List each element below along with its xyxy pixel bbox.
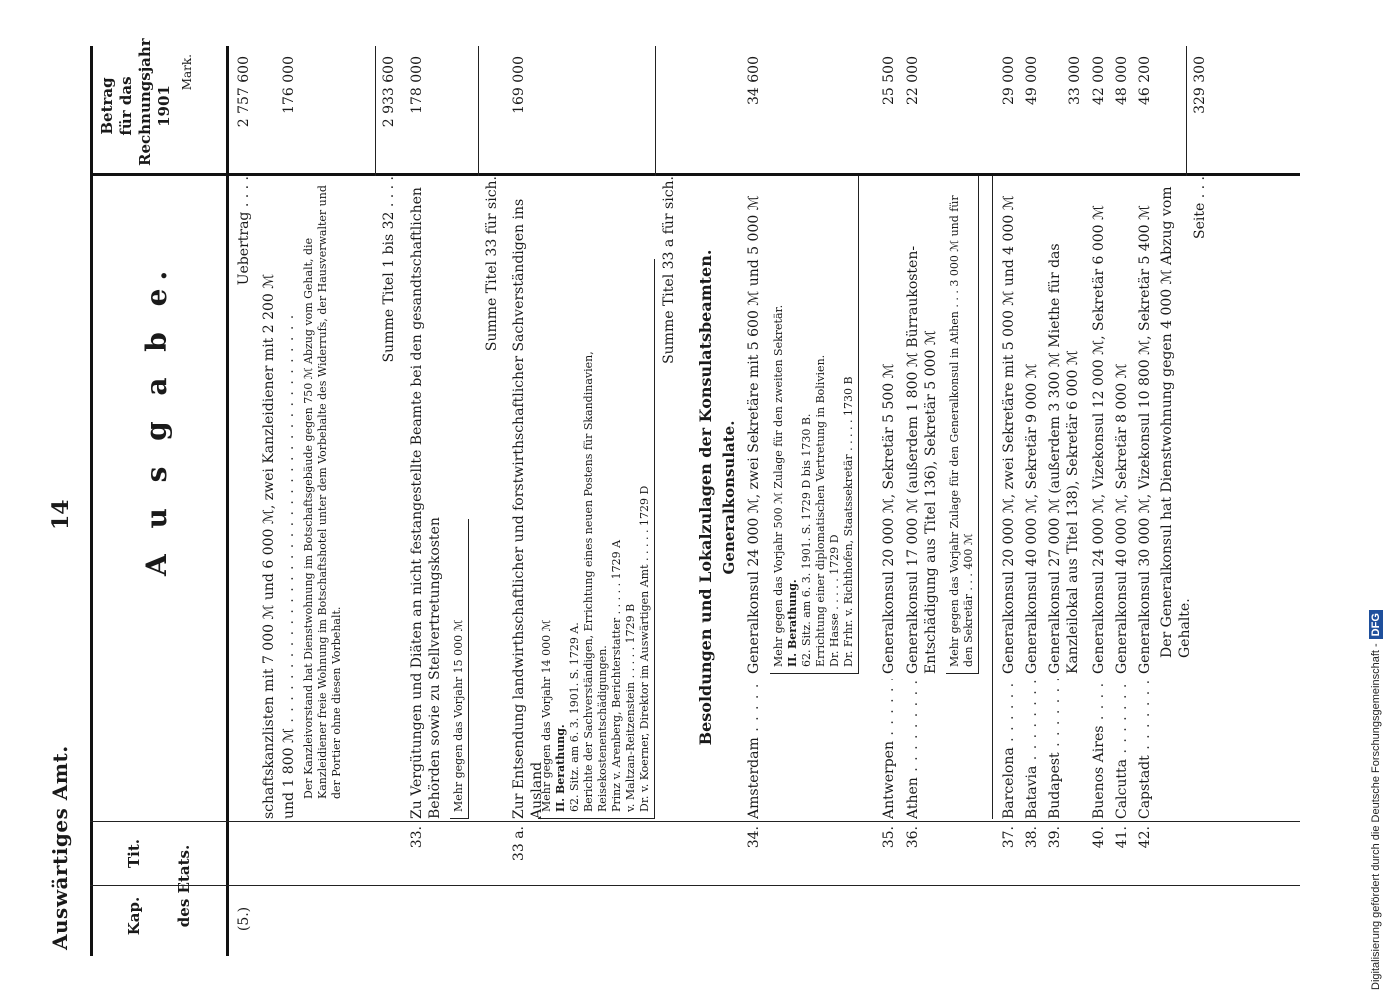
row-amount: 48 000	[1114, 56, 1130, 105]
row-description: Generalkonsul 20 000 ℳ, zwei Sekretäre mit 5 000 ℳ und 4 000 ℳ	[1001, 195, 1017, 674]
row-description: Generalkonsul 40 000 ℳ, Sekretär 9 000 ℳ	[1024, 363, 1040, 674]
section-title: Besoldungen und Lokalzulagen der Konsulatsbeamten.	[696, 249, 715, 746]
note-block	[538, 259, 655, 819]
sum-label: Seite . . .	[1192, 176, 1208, 239]
note-line: Dr. Hasse . . . . . 1729 D	[828, 534, 841, 667]
tit-cell: 41.	[1114, 826, 1130, 849]
note-line: Dr. v. Koerner, Direktor im Auswärtigen Amt . . . . . 1729 D	[638, 485, 651, 812]
tit-cell: 38.	[1024, 826, 1040, 849]
table-top-rule	[90, 46, 93, 956]
row-note: Der Generalkonsul hat Dienstwohnung gegen 4 000 ℳ Abzug vom Gehalte.	[1159, 186, 1193, 658]
dfg-logo: DFG	[1369, 610, 1383, 639]
note-line: 62. Sitz. am 6. 3. 1901. S. 1729 D bis 1730 B.	[800, 413, 813, 667]
row-note: Mehr gegen das Vorjahr 500 ℳ Zulage für den zweiten Sekretär.	[772, 304, 785, 667]
note-line: Berichte der Sachverständigen, Errichtung eines neuen Postens für Skandinavien, Reisekostenentschädigungen.	[582, 351, 609, 812]
tit-cell: 33 a.	[511, 826, 527, 862]
kap-column-rule	[90, 885, 1300, 886]
tit-cell: 35.	[881, 826, 897, 849]
sum-rule	[1186, 46, 1187, 176]
tit-cell: 37.	[1001, 826, 1017, 849]
place-name: Calcutta . . .	[1113, 679, 1131, 819]
note-line: v. Maltzan-Reitzenstein . . . . . 1729 B	[624, 603, 637, 812]
sum-label: Summe Titel 1 bis 32 . . . .	[381, 176, 397, 363]
sum-label: Summe Titel 33 a für sich.	[661, 176, 677, 364]
sum-amount: 2 933 600	[381, 56, 397, 128]
kap-column-header: Kap.	[125, 896, 143, 936]
etats-column-header: des Etats.	[175, 844, 193, 928]
currency-unit: Mark.	[180, 54, 194, 91]
note-line: Errichtung einer diplomatischen Vertretung in Bolivien.	[814, 354, 827, 667]
row-amount: 176 000	[281, 56, 297, 114]
sum-amount: 329 300	[1192, 56, 1208, 114]
row-amount: 169 000	[511, 56, 527, 114]
row-amount: 46 200	[1137, 56, 1153, 105]
row-amount: 33 000	[1067, 56, 1083, 105]
betrag-line-4: 1901	[155, 85, 173, 127]
betrag-column-header	[98, 38, 197, 166]
tit-cell: 36.	[905, 826, 921, 849]
row-note: Mehr gegen das Vorjahr 15 000 ℳ	[450, 519, 469, 819]
row-description: Generalkonsul 40 000 ℳ, Sekretär 8 000 ℳ	[1114, 363, 1130, 674]
department-header: Auswärtiges Amt.	[48, 745, 72, 950]
row-description: Generalkonsul 17 000 ℳ (außerdem 1 800 ℳ Bürraukosten-Entschädigung aus Titel 136), Sekretär 5 000 ℳ	[905, 245, 939, 674]
place-name: Athen . . .	[904, 679, 922, 819]
row-amount: 25 500	[881, 56, 897, 105]
note-heading: II. Berathung.	[554, 724, 567, 812]
table-header-rule	[226, 46, 229, 956]
tit-cell: 42.	[1137, 826, 1153, 849]
dfg-credit-text: Digitalisierung gefördert durch die Deutsche Forschungsgemeinschaft -	[1370, 643, 1382, 990]
row-amount: 22 000	[905, 56, 921, 105]
row-amount: 178 000	[409, 56, 425, 114]
sum-label: Summe Titel 33 für sich.	[484, 176, 500, 352]
note-wrapper	[534, 259, 655, 819]
section-rule	[992, 176, 993, 819]
tit-cell: 39.	[1047, 826, 1063, 849]
tit-cell: 33.	[409, 826, 425, 849]
tit-column-header: Tit.	[125, 839, 143, 869]
note-line: Prinz v. Arenberg, Berichterstatter . . . . . 1729 A	[610, 539, 623, 812]
note-block	[770, 176, 859, 674]
betrag-line-1: Betrag	[98, 77, 116, 135]
ausgabe-title: A u s g a b e.	[140, 262, 173, 576]
note-heading: II. Berathung.	[786, 579, 799, 667]
dfg-credit	[1366, 10, 1383, 990]
note-line: 62. Sitz. am 6. 3. 1901. S. 1729 A.	[568, 622, 581, 812]
row-description: und 1 800 ℳ . . .	[280, 176, 298, 819]
place-name: Buenos Aires . . .	[1090, 679, 1108, 819]
row-description: schaftskanzlisten mit 7 000 ℳ und 6 000 ℳ, zwei Kanzleidiener mit 2 200 ℳ	[261, 273, 277, 819]
row-amount: 34 600	[746, 56, 762, 105]
tit-cell: 40.	[1091, 826, 1107, 849]
sum-rule	[655, 46, 656, 176]
row-description: Zur Entsendung landwirthschaftlicher und forstwirthschaftlicher Sachverständigen ins Ausland	[511, 198, 545, 819]
tit-cell: 34.	[746, 826, 762, 849]
place-name: Batavia . . .	[1023, 679, 1041, 819]
betrag-line-2: für das	[117, 76, 135, 136]
note-wrapper	[766, 176, 859, 674]
page-number: 14	[48, 499, 74, 530]
dfg-credit-line	[1366, 10, 1383, 990]
row-description: Generalkonsul 20 000 ℳ, Sekretär 5 500 ℳ	[881, 363, 897, 674]
row-amount: 29 000	[1001, 56, 1017, 105]
row-description: Zu Vergütungen und Diäten an nicht festangestellte Beamte bei den gesandtschaftlichen Behörden sowie zu Stellvertretungskosten	[409, 187, 443, 819]
sum-rule	[478, 46, 479, 176]
place-name: Amsterdam . . .	[745, 679, 763, 819]
place-name: Budapest . . .	[1046, 679, 1064, 819]
betrag-line-3: Rechnungsjahr	[136, 38, 154, 166]
row-note: Mehr gegen das Vorjahr Zulage für den Generalkonsul in Athen . . . 3 000 ℳ und für den Sekretär . . . 400 ℳ	[946, 176, 979, 674]
place-name: Antwerpen . . .	[880, 679, 898, 819]
kap-cell: (5.)	[236, 906, 252, 932]
tit-column-rule	[90, 821, 1300, 822]
row-description: Generalkonsul 30 000 ℳ, Vizekonsul 10 800 ℳ, Sekretär 5 400 ℳ	[1137, 205, 1153, 674]
section-subtitle: Generalkonsulate.	[720, 420, 738, 575]
row-description: Generalkonsul 24 000 ℳ, zwei Sekretäre mit 5 600 ℳ und 5 000 ℳ	[746, 195, 762, 674]
row-amount: 2 757 600	[236, 56, 252, 128]
row-description: Generalkonsul 24 000 ℳ, Vizekonsul 12 000 ℳ, Sekretär 6 000 ℳ	[1091, 205, 1107, 674]
sum-rule	[375, 46, 376, 176]
row-description: Uebertrag . . . .	[236, 176, 252, 286]
row-note: Der Kanzleivorstand hat Dienstwohnung im Botschaftsgebäude gegen 750 ℳ Abzug vom Gehalt, die Kanzleidiener freie Wohnung im Botschaftshotel unter dem Vorbehalte des Widerrufs, der Hausverwalter und der Portier ohne diesen Vorbehalt.	[302, 185, 343, 799]
note-wrapper	[942, 176, 979, 674]
budget-table	[90, 38, 1300, 956]
place-name: Capstadt . . .	[1136, 679, 1154, 819]
note-line: Dr. Frhr. v. Richthofen, Staatssekretär . . . . . 1730 B	[842, 376, 855, 667]
note-wrapper	[446, 519, 469, 819]
row-amount: 49 000	[1024, 56, 1040, 105]
row-amount: 42 000	[1091, 56, 1107, 105]
row-note: Mehr gegen das Vorjahr 14 000 ℳ	[540, 619, 553, 812]
place-name: Barcelona . . .	[1000, 679, 1018, 819]
row-description: Generalkonsul 27 000 ℳ (außerdem 3 300 ℳ Miethe für das Kanzleilokal aus Titel 138), Sekretär 6 000 ℳ	[1047, 243, 1081, 674]
